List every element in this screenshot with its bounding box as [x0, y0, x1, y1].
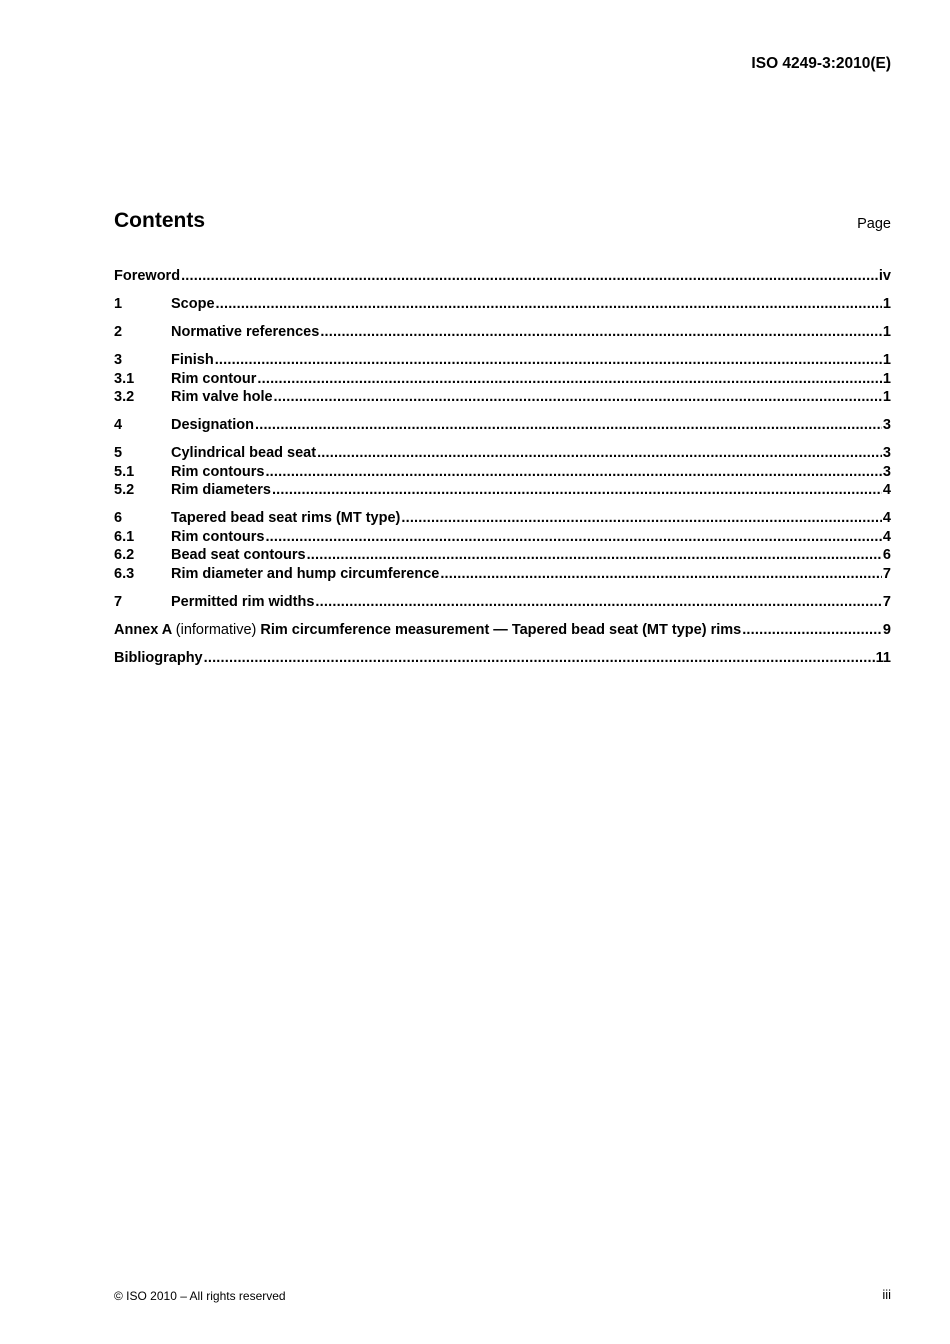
toc-entry-page: 3 — [882, 445, 891, 461]
document-id: ISO 4249-3:2010(E) — [751, 55, 891, 72]
toc-entry-title: Scope — [171, 296, 215, 312]
toc-entry-page: 3 — [882, 417, 891, 433]
toc-entry-page: 7 — [882, 565, 891, 582]
toc-leader-dots — [742, 622, 882, 638]
toc-entry-page: 9 — [882, 621, 891, 638]
toc-entry-number: 5.1 — [114, 463, 135, 480]
toc-entry-page: 1 — [882, 389, 891, 405]
toc-entry-number: 4 — [114, 417, 123, 433]
toc-entry-page: 1 — [882, 296, 891, 312]
toc-entry-page: 3 — [882, 463, 891, 480]
toc-entry-number: 6.3 — [114, 565, 135, 582]
toc-entry-number: 3.1 — [114, 370, 135, 387]
toc-entry-title: Permitted rim widths — [171, 593, 315, 610]
toc-leader-dots — [181, 268, 878, 284]
footer-page-number: iii — [882, 1287, 891, 1302]
toc-entry-page: 1 — [882, 370, 891, 387]
toc-entry-title: Rim contours — [171, 528, 265, 545]
toc-entry-page: 1 — [882, 324, 891, 340]
toc-entry-page: 4 — [882, 482, 891, 498]
toc-entry-title: Cylindrical bead seat — [171, 445, 317, 461]
toc-leader-dots — [274, 389, 882, 405]
toc-entry-title — [114, 622, 741, 638]
toc-entry-rim-diameters[interactable] — [114, 482, 891, 501]
toc-leader-dots — [265, 464, 881, 480]
toc-entry-title: Rim valve hole — [171, 389, 273, 405]
toc-entry-title: Tapered bead seat rims (MT type) — [171, 510, 401, 526]
toc-entry-title: Foreword — [114, 268, 181, 284]
toc-entry-normative-references[interactable] — [114, 324, 891, 343]
toc-entry-number: 6 — [114, 510, 123, 526]
toc-entry-annex-a[interactable] — [114, 622, 891, 641]
toc-leader-dots — [401, 510, 882, 526]
footer-copyright: © ISO 2010 – All rights reserved — [114, 1289, 286, 1303]
toc-entry-number: 7 — [114, 593, 123, 610]
toc-leader-dots — [307, 547, 882, 563]
toc-entry-title: Bibliography — [114, 649, 203, 666]
toc-entry-title: Normative references — [171, 324, 320, 340]
toc-leader-dots — [215, 352, 882, 368]
toc-leader-dots — [320, 324, 882, 340]
toc-entry-page: 7 — [882, 593, 891, 610]
toc-entry-number: 5.2 — [114, 482, 135, 498]
toc-entry-rim-contours-mt[interactable] — [114, 529, 891, 548]
toc-entry-title: Rim diameter and hump circumference — [171, 565, 440, 582]
toc-entry-rim-diameter-hump[interactable] — [114, 566, 891, 585]
page-column-heading: Page — [857, 216, 891, 232]
annex-type-note: (informative) — [175, 621, 257, 638]
toc-entry-foreword[interactable] — [114, 268, 891, 287]
toc-leader-dots — [255, 417, 882, 433]
toc-entry-number: 6.2 — [114, 547, 135, 563]
toc-leader-dots — [265, 529, 881, 545]
toc-entry-page: 4 — [882, 510, 891, 526]
toc-entry-scope[interactable] — [114, 296, 891, 315]
toc-entry-number: 3.2 — [114, 389, 135, 405]
contents-heading: Contents — [114, 209, 205, 232]
toc-entry-title: Bead seat contours — [171, 547, 306, 563]
annex-title: Rim circumference measurement — Tapered bead seat (MT type) rims — [260, 621, 742, 638]
toc-entry-number: 3 — [114, 352, 123, 368]
toc-entry-page: 4 — [882, 528, 891, 545]
toc-entry-designation[interactable] — [114, 417, 891, 436]
toc-entry-page: 1 — [882, 352, 891, 368]
toc-leader-dots — [440, 566, 882, 582]
toc-entry-title: Rim contour — [171, 370, 257, 387]
toc-entry-bead-seat-contours[interactable] — [114, 547, 891, 566]
toc-entry-number: 5 — [114, 445, 123, 461]
toc-entry-number: 2 — [114, 324, 123, 340]
toc-entry-permitted-rim-widths[interactable] — [114, 594, 891, 613]
toc-leader-dots — [257, 371, 882, 387]
toc-entry-title: Designation — [171, 417, 254, 433]
toc-entry-bibliography[interactable] — [114, 650, 891, 669]
toc-leader-dots — [317, 445, 882, 461]
toc-entry-page: 11 — [875, 649, 891, 666]
toc-entry-rim-contours[interactable] — [114, 464, 891, 483]
toc-entry-title: Rim diameters — [171, 482, 271, 498]
toc-entry-number: 1 — [114, 296, 123, 312]
toc-entry-rim-contour[interactable] — [114, 371, 891, 390]
toc-entry-finish[interactable] — [114, 352, 891, 371]
toc-leader-dots — [315, 594, 882, 610]
annex-label: Annex A — [114, 621, 172, 638]
toc-leader-dots — [204, 650, 875, 666]
toc-entry-page: iv — [878, 268, 891, 284]
toc-entry-cylindrical-bead-seat[interactable] — [114, 445, 891, 464]
toc-entry-page: 6 — [882, 547, 891, 563]
toc-entry-title: Rim contours — [171, 463, 265, 480]
toc-entry-rim-valve-hole[interactable] — [114, 389, 891, 408]
toc-leader-dots — [216, 296, 882, 312]
toc-leader-dots — [272, 482, 882, 498]
toc-entry-number: 6.1 — [114, 528, 135, 545]
toc-entry-title: Finish — [171, 352, 214, 368]
table-of-contents — [114, 268, 891, 668]
toc-entry-tapered-bead-seat-rims[interactable] — [114, 510, 891, 529]
